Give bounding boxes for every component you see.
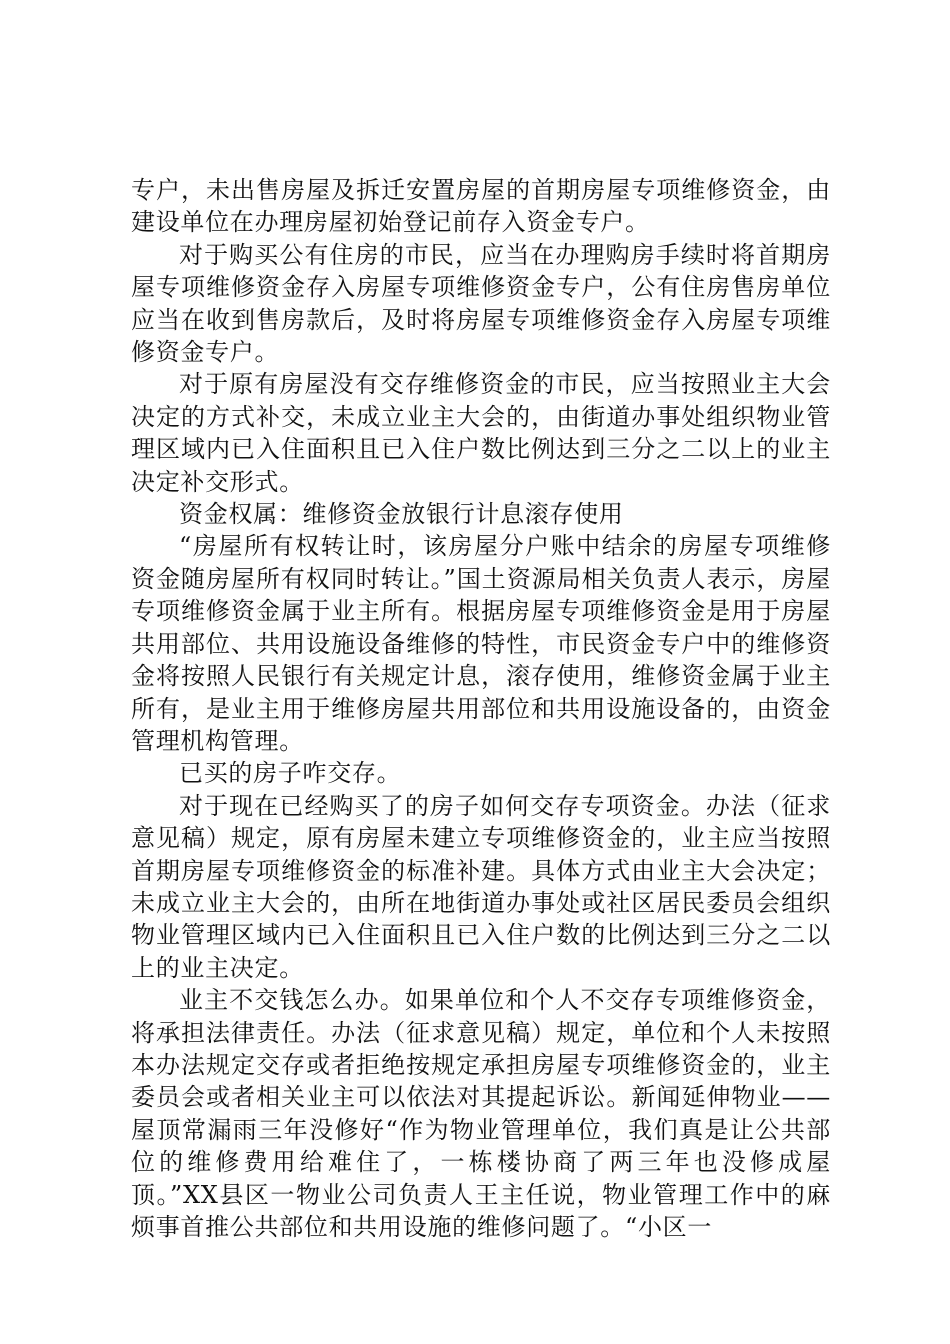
paragraph: 对于购买公有住房的市民，应当在办理购房手续时将首期房屋专项维修资金存入房屋专项维修资金专户，公有住房售房单位应当在收到售房款后，及时将房屋专项维修资金存入房屋专项维修资金专户。: [131, 240, 831, 367]
section-heading: 已买的房子咋交存。: [179, 759, 402, 788]
paragraph: “房屋所有权转让时，该房屋分户账中结余的房屋专项维修资金随房屋所有权同时转让。”国土资源局相关负责人表示，房屋专项维修资金属于业主所有。根据房屋专项维修资金是用于房屋共用部位、共用设施设备维修的特性，市民资金专户中的维修资金将按照人民银行有关规定计息，滚存使用，维修资金属于业主所有，是业主用于维修房屋共用部位和共用设施设备的，由资金管理机构管理。: [131, 532, 831, 755]
paragraph: 对于现在已经购买了的房子如何交存专项资金。办法（征求意见稿）规定，原有房屋未建立专项维修资金的，业主应当按照首期房屋专项维修资金的标准补建。具体方式由业主大会决定；未成立业主大会的，由所在地街道办事处或社区居民委员会组织物业管理区域内已入住面积且已入住户数的比例达到三分之二以上的业主决定。: [131, 791, 831, 982]
paragraph: 业主不交钱怎么办。如果单位和个人不交存专项维修资金，将承担法律责任。办法（征求意见稿）规定，单位和个人未按照本办法规定交存或者拒绝按规定承担房屋专项维修资金的，业主委员会或者相关业主可以依法对其提起诉讼。新闻延伸物业——屋顶常漏雨三年没修好“作为物业管理单位，我们真是让公共部位的维修费用给难住了，一栋楼协商了两三年也没修成屋顶。”XX县区一物业公司负责人王主任说，物业管理工作中的麻烦事首推公共部位和共用设施的维修问题了。“小区一: [131, 986, 831, 1241]
document-body: [131, 174, 831, 1243]
paragraph: 专户，未出售房屋及拆迁安置房屋的首期房屋专项维修资金，由建设单位在办理房屋初始登记前存入资金专户。: [131, 176, 831, 237]
paragraph: 对于原有房屋没有交存维修资金的市民，应当按照业主大会决定的方式补交，未成立业主大会的，由街道办事处组织物业管理区域内已入住面积且已入住户数比例达到三分之二以上的业主决定补交形式。: [131, 370, 831, 496]
section-heading: 资金权属：维修资金放银行计息滚存使用: [179, 500, 624, 529]
